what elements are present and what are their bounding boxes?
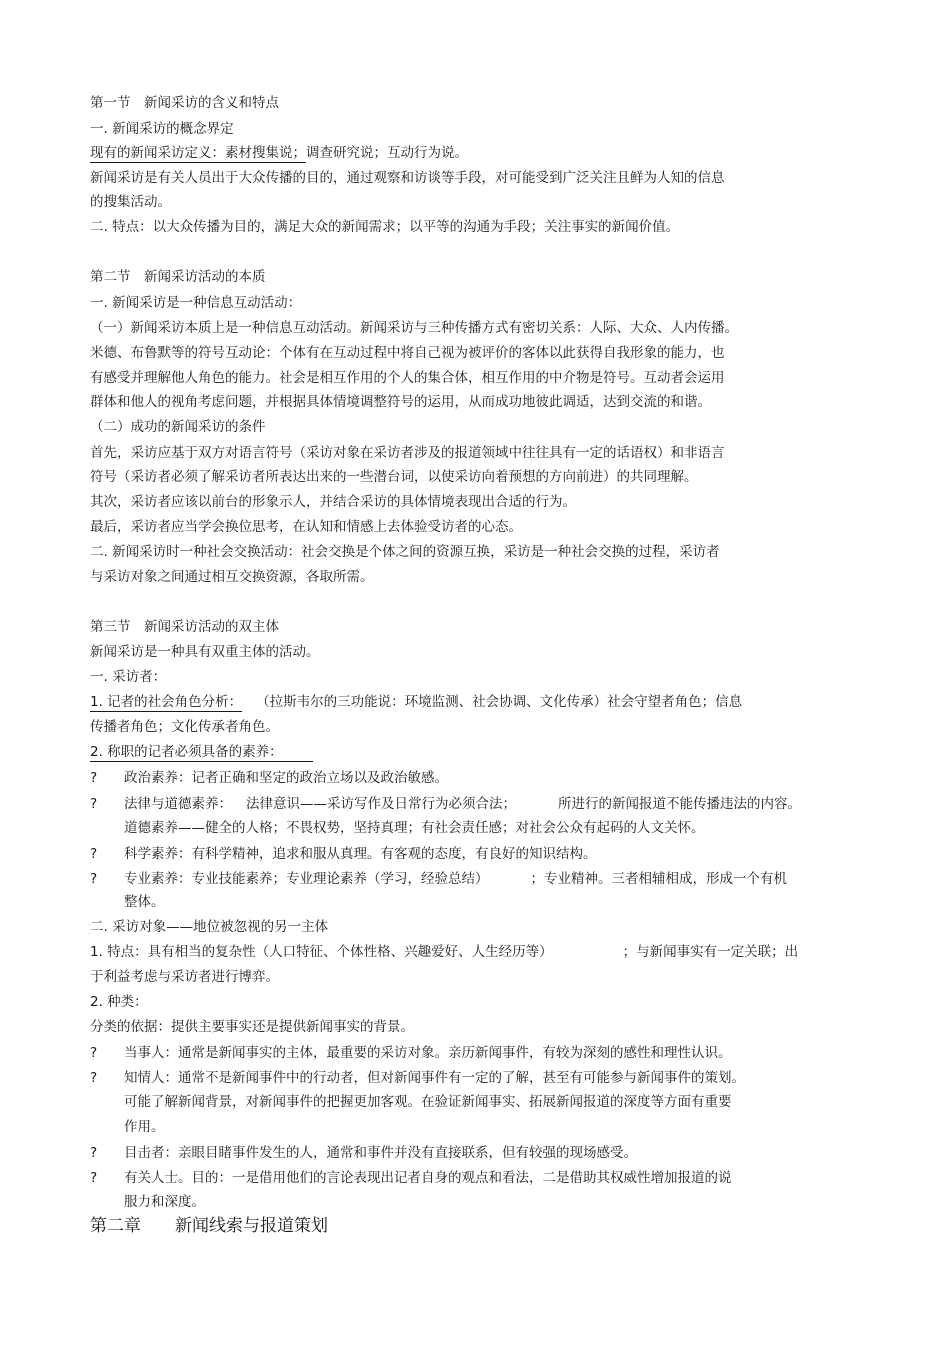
quality-scientific: 科学素养：有科学精神，追求和服从真理。有客观的态度，有良好的知识结构。	[124, 846, 597, 862]
s2-paragraph-line: 米德、布鲁默等的符号互动论：个体有在互动过程中将自己视为被评价的客体以此获得自我形象的能力，也	[90, 345, 725, 361]
type-witness: 目击者：亲眼目睹事件发生的人，通常和事件并没有直接联系，但有较强的现场感受。	[124, 1145, 637, 1161]
s1-definition-line	[90, 145, 468, 162]
s3-traits-line: 于利益考虑与采访者进行博弈。	[90, 969, 279, 985]
s1-definition-underlined: 现有的新闻采访定义：素材搜集说；	[90, 145, 306, 161]
type-informed-cont: 可能了解新闻背景，对新闻事件的把握更加客观。在验证新闻事实、拓展新闻报道的深度等方面有重要	[124, 1094, 732, 1110]
s3-heading-1: 一. 采访者：	[90, 669, 167, 685]
s1-paragraph-line: 新闻采访是有关人员出于大众传播的目的，通过观察和访谈等手段，对可能受到广泛关注且鲜为人知的信息	[90, 170, 725, 186]
s1-paragraph-line: 的搜集活动。	[90, 194, 171, 210]
bullet-marker: ?	[90, 1170, 98, 1186]
quality-legal-ethics: 道德素养——健全的人格；不畏权势，坚持真理；有社会责任感；对社会公众有起码的人文关怀。	[124, 820, 705, 836]
s2-paragraph-line: （一）新闻采访本质上是一种信息互动活动。新闻采访与三种传播方式有密切关系：人际、大众、人内传播。	[90, 320, 738, 336]
s3-heading-2: 二. 采访对象——地位被忽视的另一主体	[90, 919, 329, 935]
quality-professional-c: 整体。	[124, 894, 165, 910]
s3-quality-underlined: 2. 称职的记者必须具备的素养：	[90, 744, 313, 762]
bullet-marker: ?	[90, 1045, 98, 1061]
s3-role-line	[90, 694, 742, 711]
s2-heading-2: 二. 新闻采访时一种社会交换活动：社会交换是个体之间的资源互换，采访是一种社会交换的过程，采访者	[90, 544, 720, 560]
bullet-marker: ?	[90, 871, 98, 887]
type-informed: 知情人：通常不是新闻事件中的行动者，但对新闻事件有一定的了解，甚至有可能参与新闻事件的策划。	[124, 1070, 745, 1086]
type-party: 当事人：通常是新闻事实的主体，最重要的采访对象。亲历新闻事件，有较为深刻的感性和理性认识。	[124, 1045, 732, 1061]
s1-definition-rest: 调查研究说；互动行为说。	[306, 145, 468, 161]
s2-paragraph-line: 群体和他人的视角考虑问题，并根据具体情境调整符号的运用，从而成功地彼此调适，达到交流的和谐。	[90, 394, 711, 410]
s3-intro: 新闻采访是一种具有双重主体的活动。	[90, 644, 320, 660]
s3-types-heading: 2. 种类：	[90, 994, 148, 1010]
s3-classification-basis: 分类的依据：提供主要事实还是提供新闻事实的背景。	[90, 1019, 414, 1035]
type-relevant: 有关人士。目的：一是借用他们的言论表现出记者自身的观点和看法，二是借助其权威性增加报道的说	[124, 1170, 732, 1186]
s3-traits-line	[90, 944, 798, 961]
s2-paragraph-line: 符号（采访者必须了解采访者所表达出来的一些潜台词，以使采访向着预想的方向前进）的共同理解。	[90, 469, 698, 485]
s3-role-line: 传播者角色；文化传承者角色。	[90, 719, 279, 735]
quality-legal	[124, 796, 801, 813]
s2-paragraph-line: 首先，采访应基于双方对语言符号（采访对象在采访者涉及的报道领域中往往具有一定的话语权）和非语言	[90, 445, 725, 461]
s2-paragraph-line: 与采访对象之间通过相互交换资源，各取所需。	[90, 569, 374, 585]
s1-heading-2: 二. 特点：以大众传播为目的，满足大众的新闻需求；以平等的沟通为手段；关注事实的新闻价值。	[90, 219, 680, 235]
quality-professional-b: ；专业精神。三者相辅相成，形成一个有机	[530, 871, 787, 887]
section-2-title: 第二节 新闻采访活动的本质	[90, 269, 266, 285]
s3-traits-a: 1. 特点：具有相当的复杂性（人口特征、个体性格、兴趣爱好、人生经历等）	[90, 944, 553, 960]
s3-traits-b: ；与新闻事实有一定关联；出	[622, 944, 799, 960]
s2-paragraph-line: 有感受并理解他人角色的能力。社会是相互作用的个人的集合体，相互作用的中介物是符号。互动者会运用	[90, 370, 725, 386]
quality-professional	[124, 871, 787, 888]
section-3-title: 第三节 新闻采访活动的双主体	[90, 619, 279, 635]
s2-subheading: （二）成功的新闻采访的条件	[90, 419, 266, 435]
section-1-title: 第一节 新闻采访的含义和特点	[90, 95, 279, 111]
s3-role-rest: （拉斯韦尔的三功能说：环境监测、社会协调、文化传承）社会守望者角色；信息	[256, 694, 743, 710]
s2-paragraph-line: 最后，采访者应当学会换位思考，在认知和情感上去体验受访者的心态。	[90, 519, 522, 535]
quality-legal-content: 所进行的新闻报道不能传播违法的内容。	[558, 796, 801, 812]
s2-paragraph-line: 其次，采访者应该以前台的形象示人，并结合采访的具体情境表现出合适的行为。	[90, 494, 576, 510]
bullet-marker: ?	[90, 1070, 98, 1086]
chapter-2-title: 第二章 新闻线索与报道策划	[90, 1216, 328, 1236]
quality-legal-label: 法律与道德素养：	[124, 796, 232, 812]
bullet-marker: ?	[90, 846, 98, 862]
quality-political: 政治素养：记者正确和坚定的政治立场以及政治敏感。	[124, 770, 448, 786]
bullet-marker: ?	[90, 1145, 98, 1161]
type-informed-cont: 作用。	[124, 1119, 165, 1135]
s3-quality-heading	[90, 744, 313, 761]
bullet-marker: ?	[90, 796, 98, 812]
bullet-marker: ?	[90, 770, 98, 786]
s2-heading-1: 一. 新闻采访是一种信息互动活动：	[90, 295, 302, 311]
s3-role-underlined: 1. 记者的社会角色分析：	[90, 694, 243, 710]
quality-professional-a: 专业素养：专业技能素养；专业理论素养（学习，经验总结）	[124, 871, 489, 887]
type-relevant-cont: 服力和深度。	[124, 1194, 205, 1210]
s1-heading-1: 一. 新闻采访的概念界定	[90, 121, 234, 137]
quality-legal-law: 法律意识——采访写作及日常行为必须合法；	[246, 796, 516, 812]
